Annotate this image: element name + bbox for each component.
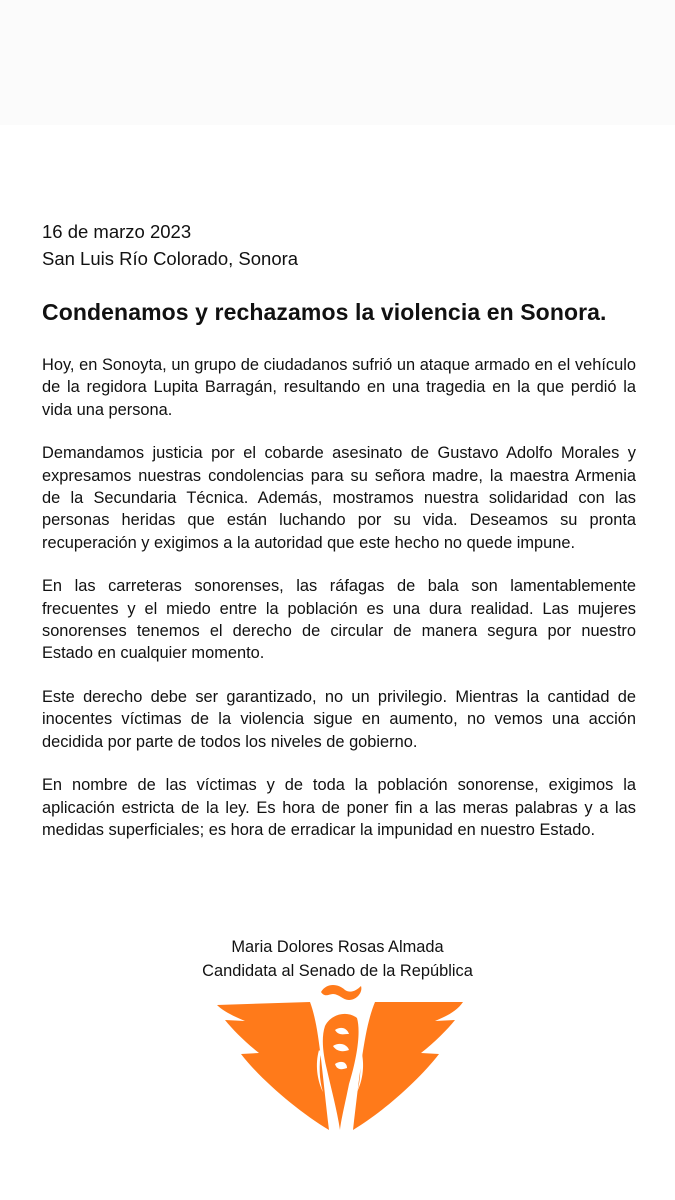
page-top-shade (0, 0, 675, 125)
document-body (42, 218, 636, 841)
signature-block (0, 935, 675, 983)
paragraph: Este derecho debe ser garantizado, no un privilegio. Mientras la cantidad de inocentes víctimas de la violencia sigue en aumento, no vemos una acción decidida por parte de todos los niveles de gobierno. (42, 687, 636, 751)
eagle-logo-icon (215, 980, 465, 1135)
signature-role: Candidata al Senado de la República (202, 962, 473, 980)
signature-name: Maria Dolores Rosas Almada (231, 938, 444, 956)
paragraph: En nombre de las víctimas y de toda la población sonorense, exigimos la aplicación estricta de la ley. Es hora de poner fin a las meras palabras y a las medidas superficiales; es hora de erradicar la impunidad en nuestro Estado. (42, 776, 636, 839)
document-place: San Luis Río Colorado, Sonora (42, 248, 299, 269)
document-title: Condenamos y rechazamos la violencia en Sonora. (42, 299, 607, 325)
document-date: 16 de marzo 2023 (42, 221, 192, 242)
paragraph: Hoy, en Sonoyta, un grupo de ciudadanos sufrió un ataque armado en el vehículo de la regidora Lupita Barragán, resultando en una tragedia en la que perdió la vida una persona. (42, 356, 636, 419)
paragraph: Demandamos justicia por el cobarde asesinato de Gustavo Adolfo Morales y expresamos nuestras condolencias para su señora madre, la maestra Armenia de la Secundaria Técnica. Además, mostramos nuestra solidaridad con las personas heridas que están luchando por su vida. Deseamos su pronta recuperación y exigimos a la autoridad que este hecho no quede impune. (42, 444, 636, 552)
paragraph: En las carreteras sonorenses, las ráfagas de bala son lamentablemente frecuentes y el miedo entre la población es una dura realidad. Las mujeres sonorenses tenemos el derecho de circular de manera segura por nuestro Estado en cualquier momento. (42, 577, 636, 663)
eagle-logo-shapes (217, 985, 463, 1130)
